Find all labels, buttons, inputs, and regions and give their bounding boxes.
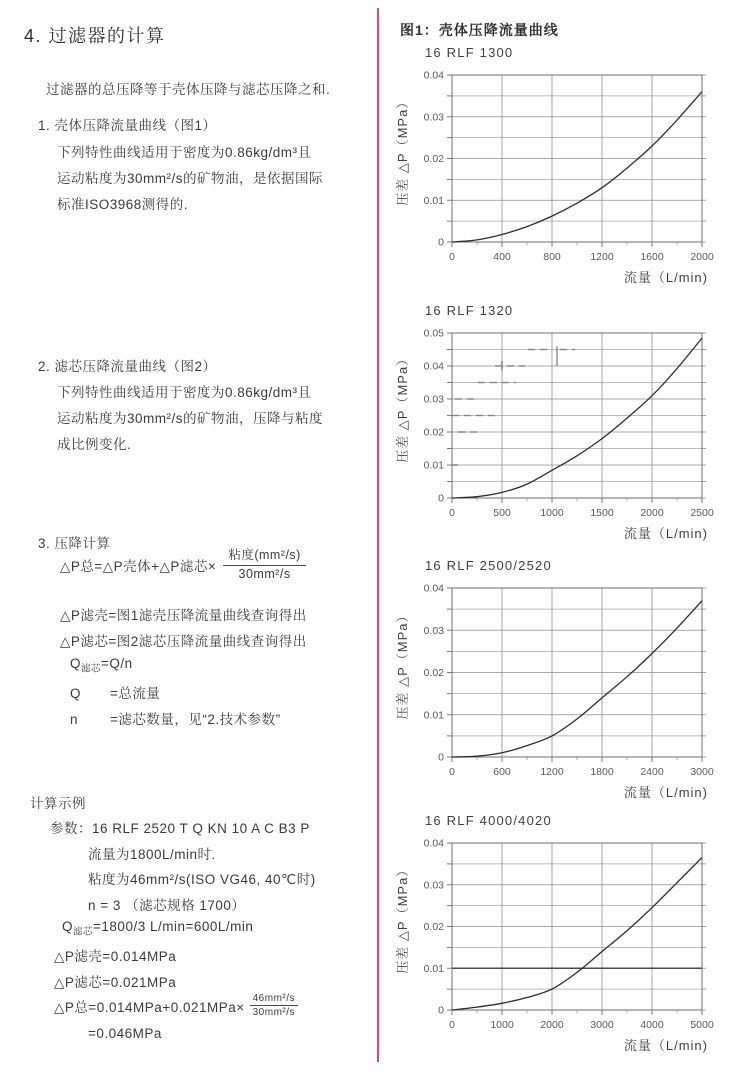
svg-text:2000: 2000 xyxy=(690,251,714,263)
y-axis-label: 压差 △P（MPa） xyxy=(395,862,410,974)
section2-title: 2. 滤芯压降流量曲线（图2） xyxy=(38,359,217,374)
svg-text:2500: 2500 xyxy=(690,507,714,519)
svg-text:0.02: 0.02 xyxy=(423,667,444,679)
chart-16-rlf-1300 xyxy=(390,40,750,302)
pressure-drop-curve xyxy=(452,858,702,1010)
lookup-shell-line: △P滤壳=图1滤壳压降流量曲线查询得出 xyxy=(60,608,307,623)
section1-line: 运动粘度为30mm²/s的矿物油，是依据国际 xyxy=(57,171,324,186)
fraction-denominator: 30mm²/s xyxy=(238,566,291,581)
q-element-formula xyxy=(70,656,133,675)
svg-text:4000: 4000 xyxy=(640,1019,664,1031)
pressure-drop-curve xyxy=(452,92,702,242)
chart-canvas xyxy=(390,832,750,1063)
q-base: Q xyxy=(70,656,82,671)
definition-term: n xyxy=(70,712,79,727)
example-total-formula xyxy=(54,993,298,1019)
svg-text:0.01: 0.01 xyxy=(423,194,444,207)
x-axis-label: 流量（L/min) xyxy=(623,526,708,541)
svg-text:2000: 2000 xyxy=(640,507,664,519)
svg-text:2000: 2000 xyxy=(540,1019,564,1031)
q-rest: =1800/3 L/min=600L/min xyxy=(93,919,254,934)
fraction-numerator: 46mm²/s xyxy=(250,993,298,1006)
svg-text:0.02: 0.02 xyxy=(423,153,444,165)
chart-title: 16 RLF 1300 xyxy=(425,45,514,60)
example-parameters: 参数：16 RLF 2520 T Q KN 10 A C B3 P xyxy=(50,821,310,836)
svg-text:0.01: 0.01 xyxy=(423,459,444,472)
svg-text:0.03: 0.03 xyxy=(423,111,444,124)
formula-fraction xyxy=(250,993,298,1019)
svg-text:0.03: 0.03 xyxy=(423,879,444,892)
svg-text:1200: 1200 xyxy=(540,766,564,778)
chart-title: 16 RLF 4000/4020 xyxy=(425,813,552,828)
svg-text:500: 500 xyxy=(493,507,511,519)
example-dp-shell: △P滤壳=0.014MPa xyxy=(54,949,177,964)
section1-line: 下列特性曲线适用于密度为0.86kg/dm³且 xyxy=(57,145,312,160)
definition-term: Q xyxy=(70,686,82,701)
svg-text:0: 0 xyxy=(438,1004,444,1017)
section2-line: 运动粘度为30mm²/s的矿物油，压降与粘度 xyxy=(57,411,324,426)
svg-text:1000: 1000 xyxy=(490,1019,514,1031)
svg-text:0: 0 xyxy=(449,766,455,778)
y-axis-label: 压差 △P（MPa） xyxy=(395,608,410,720)
svg-text:0.02: 0.02 xyxy=(423,426,444,439)
svg-text:0.03: 0.03 xyxy=(423,393,444,406)
definition-q xyxy=(70,682,160,702)
q-rest: =Q/n xyxy=(101,656,133,671)
svg-text:3000: 3000 xyxy=(690,766,714,778)
definition-text: =滤芯数量，见“2.技术参数” xyxy=(110,712,281,727)
chart-16-rlf-2500-2520 xyxy=(390,553,750,815)
chart-svg xyxy=(390,832,750,1058)
example-line: 粘度为46mm²/s(ISO VG46, 40℃时) xyxy=(88,872,316,887)
example-title: 计算示例 xyxy=(30,796,86,811)
section1-line: 标准ISO3968测得的. xyxy=(57,197,189,212)
svg-text:0: 0 xyxy=(449,1019,455,1031)
figure1-header: 图1：壳体压降流量曲线 xyxy=(400,22,559,38)
x-axis-label: 流量（L/min) xyxy=(623,785,708,800)
pressure-drop-formula xyxy=(60,548,306,582)
svg-text:0.04: 0.04 xyxy=(423,69,444,82)
q-subscript: 滤芯 xyxy=(81,663,102,675)
svg-text:5000: 5000 xyxy=(690,1019,714,1031)
example-q-line xyxy=(62,919,253,938)
definition-n xyxy=(70,708,281,728)
section2-line: 成比例变化. xyxy=(57,437,132,452)
svg-text:800: 800 xyxy=(543,251,561,263)
fraction-numerator: 粘度(mm²/s) xyxy=(223,548,306,566)
example-line: 流量为1800L/min时. xyxy=(88,847,216,862)
column-divider xyxy=(377,8,379,1062)
chart-title: 16 RLF 2500/2520 xyxy=(425,558,552,573)
q-base: Q xyxy=(62,919,74,934)
formula-fraction xyxy=(223,548,306,582)
q-subscript: 滤芯 xyxy=(73,926,94,938)
svg-text:0.04: 0.04 xyxy=(423,837,444,850)
example-result: =0.046MPa xyxy=(88,1026,162,1041)
fraction-denominator: 30mm²/s xyxy=(252,1007,296,1018)
svg-text:2400: 2400 xyxy=(640,766,664,778)
x-axis-label: 流量（L/min) xyxy=(623,1038,708,1053)
svg-text:400: 400 xyxy=(493,251,511,263)
formula-lhs: △P总=0.014MPa+0.021MPa× xyxy=(54,1000,245,1015)
y-axis-label: 压差 △P（MPa） xyxy=(395,94,410,206)
svg-text:0: 0 xyxy=(449,507,455,519)
pressure-drop-curve xyxy=(452,338,702,498)
svg-text:1800: 1800 xyxy=(590,766,614,778)
svg-text:0: 0 xyxy=(438,492,444,505)
svg-text:3000: 3000 xyxy=(590,1019,614,1031)
svg-text:0.02: 0.02 xyxy=(423,921,444,933)
page-title: 4. 过滤器的计算 xyxy=(24,26,166,46)
definition-text: =总流量 xyxy=(110,686,161,701)
chart-title: 16 RLF 1320 xyxy=(425,303,514,318)
chart-svg xyxy=(390,322,750,546)
section2-line: 下列特性曲线适用于密度为0.86kg/dm³且 xyxy=(57,385,312,400)
svg-text:1600: 1600 xyxy=(640,251,664,263)
y-axis-label: 压差 △P（MPa） xyxy=(395,351,410,463)
svg-text:0.04: 0.04 xyxy=(423,582,444,595)
chart-16-rlf-4000-4020 xyxy=(390,808,750,1070)
svg-text:0: 0 xyxy=(438,236,444,249)
svg-text:1500: 1500 xyxy=(590,507,614,519)
svg-text:0.04: 0.04 xyxy=(423,360,444,373)
svg-text:0: 0 xyxy=(438,751,444,764)
section3-title: 3. 压降计算 xyxy=(38,536,111,551)
svg-text:1200: 1200 xyxy=(590,251,614,263)
chart-svg xyxy=(390,64,750,290)
svg-text:0.01: 0.01 xyxy=(423,709,444,722)
lookup-element-line: △P滤芯=图2滤芯压降流量曲线查询得出 xyxy=(60,634,307,649)
svg-text:0.03: 0.03 xyxy=(423,624,444,637)
section1-title: 1. 壳体压降流量曲线（图1） xyxy=(38,118,217,133)
svg-text:0.05: 0.05 xyxy=(423,327,444,340)
svg-text:1000: 1000 xyxy=(540,507,564,519)
example-dp-element: △P滤芯=0.021MPa xyxy=(54,975,177,990)
chart-16-rlf-1320 xyxy=(390,298,750,560)
chart-canvas xyxy=(390,577,750,810)
chart-canvas xyxy=(390,64,750,295)
svg-text:0.01: 0.01 xyxy=(423,962,444,975)
example-line: n = 3 （滤芯规格 1700） xyxy=(88,898,246,913)
svg-text:0: 0 xyxy=(449,251,455,263)
formula-lhs: △P总=△P壳体+△P滤芯× xyxy=(60,559,217,575)
chart-canvas xyxy=(390,322,750,551)
svg-text:600: 600 xyxy=(493,766,511,778)
pressure-drop-curve xyxy=(452,601,702,757)
x-axis-label: 流量（L/min) xyxy=(623,270,708,285)
chart-svg xyxy=(390,577,750,805)
intro-text: 过滤器的总压降等于壳体压降与滤芯压降之和. xyxy=(46,82,331,97)
